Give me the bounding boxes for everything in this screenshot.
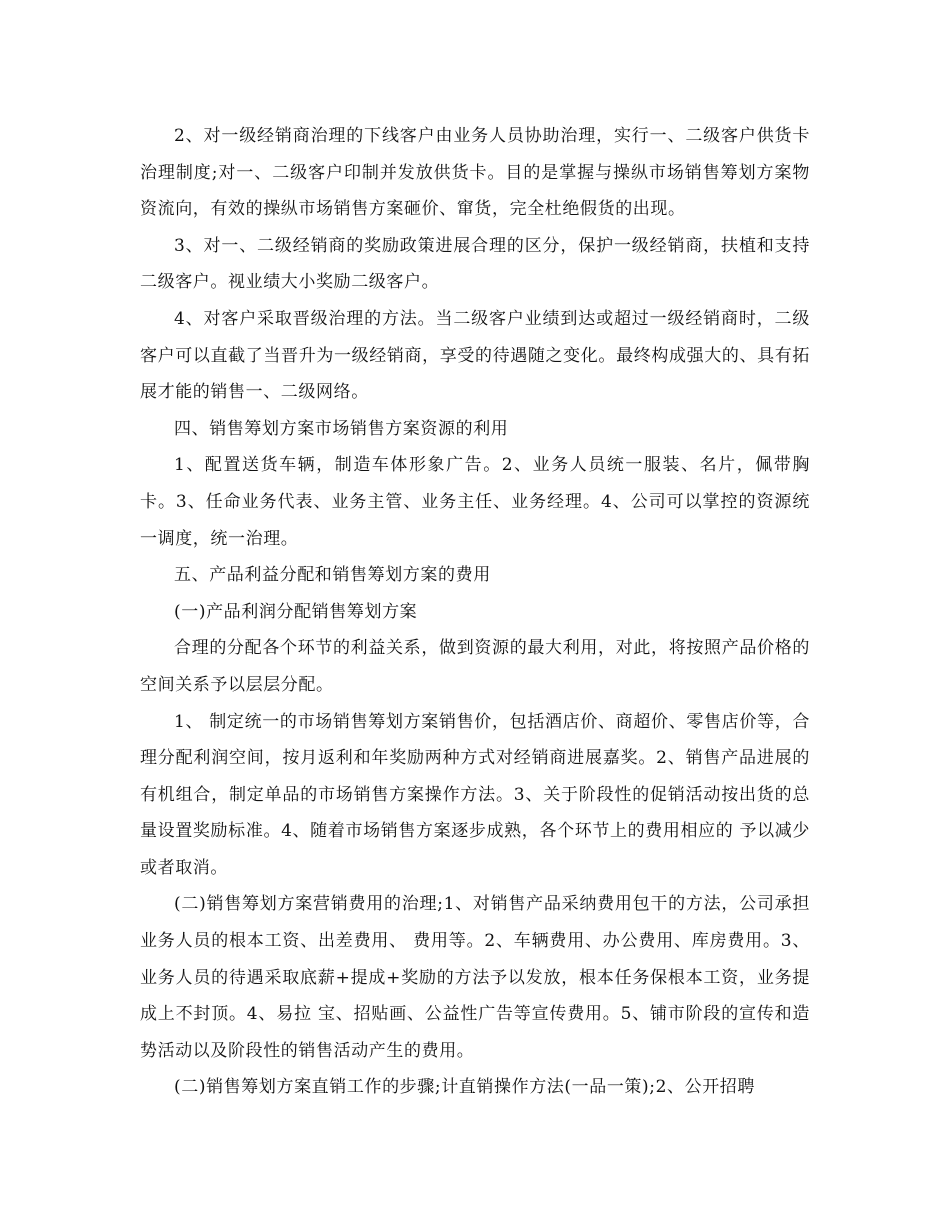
paragraph-resource-usage: 1、配置送货车辆，制造车体形象广告。2、业务人员统一服装、名片，佩带胸卡。3、任命业务代表、业务主管、业务主任、业务经理。4、公司可以掌控的资源统一调度，统一治理。	[140, 455, 810, 549]
section-heading-resources: 四、销售筹划方案市场销售方案资源的利用	[174, 418, 509, 439]
paragraph-reward-policy: 3、对一、二级经销商的奖励政策进展合理的区分，保护一级经销商，扶植和支持二级客户。视业绩大小奖励二级客户。	[140, 235, 810, 293]
paragraph-promotion-management: 4、对客户采取晋级治理的方法。当二级客户业绩到达或超过一级经销商时，二级客户可以直截了当晋升为一级经销商，享受的待遇随之变化。最终构成强大的、具有拓展才能的销售一、二级网络。	[140, 308, 810, 403]
subsection-heading-profit-distribution: (一)产品利润分配销售筹划方案	[174, 601, 418, 622]
document-body	[140, 118, 810, 1106]
paragraph-marketing-costs: (二)销售筹划方案营销费用的治理;1、对销售产品采纳费用包干的方法，公司承担业务人员的根本工资、出差费用、 费用等。2、车辆费用、办公费用、库房费用。3、业务人员的待遇采取底薪+提成+奖励的方法予以发放，根本任务保根本工资，业务提成上不封顶。4、易拉 宝、招贴画、公益性广告等宣传费用。5、铺市阶段的宣传和造势活动以及阶段性的销售活动产生的费用。	[140, 894, 810, 1061]
section-heading-profit-costs: 五、产品利益分配和销售筹划方案的费用	[174, 565, 491, 586]
paragraph-profit-intro: 合理的分配各个环节的利益关系，做到资源的最大利用，对此，将按照产品价格的空间关系予以层层分配。	[140, 638, 810, 695]
paragraph-direct-sales-steps: (二)销售筹划方案直销工作的步骤;计直销操作方法(一品一策);2、公开招聘	[174, 1077, 755, 1098]
paragraph-distributor-management: 2、对一级经销商治理的下线客户由业务人员协助治理，实行一、二级客户供货卡治理制度;对一、二级客户印制并发放供货卡。目的是掌握与操纵市场销售筹划方案物资流向，有效的操纵市场销售方案砸价、窜货，完全杜绝假货的出现。	[140, 126, 810, 220]
paragraph-pricing-rules: 1、 制定统一的市场销售筹划方案销售价，包括酒店价、商超价、零售店价等，合理分配利润空间，按月返利和年奖励两种方式对经销商进展嘉奖。2、销售产品进展的 有机组合，制定单品的市场销售方案操作方法。3、关于阶段性的促销活动按出货的总量设置奖励标准。4、随着市场销售方案逐步成熟，各个环节上的费用相应的 予以减少或者取消。	[140, 711, 810, 878]
